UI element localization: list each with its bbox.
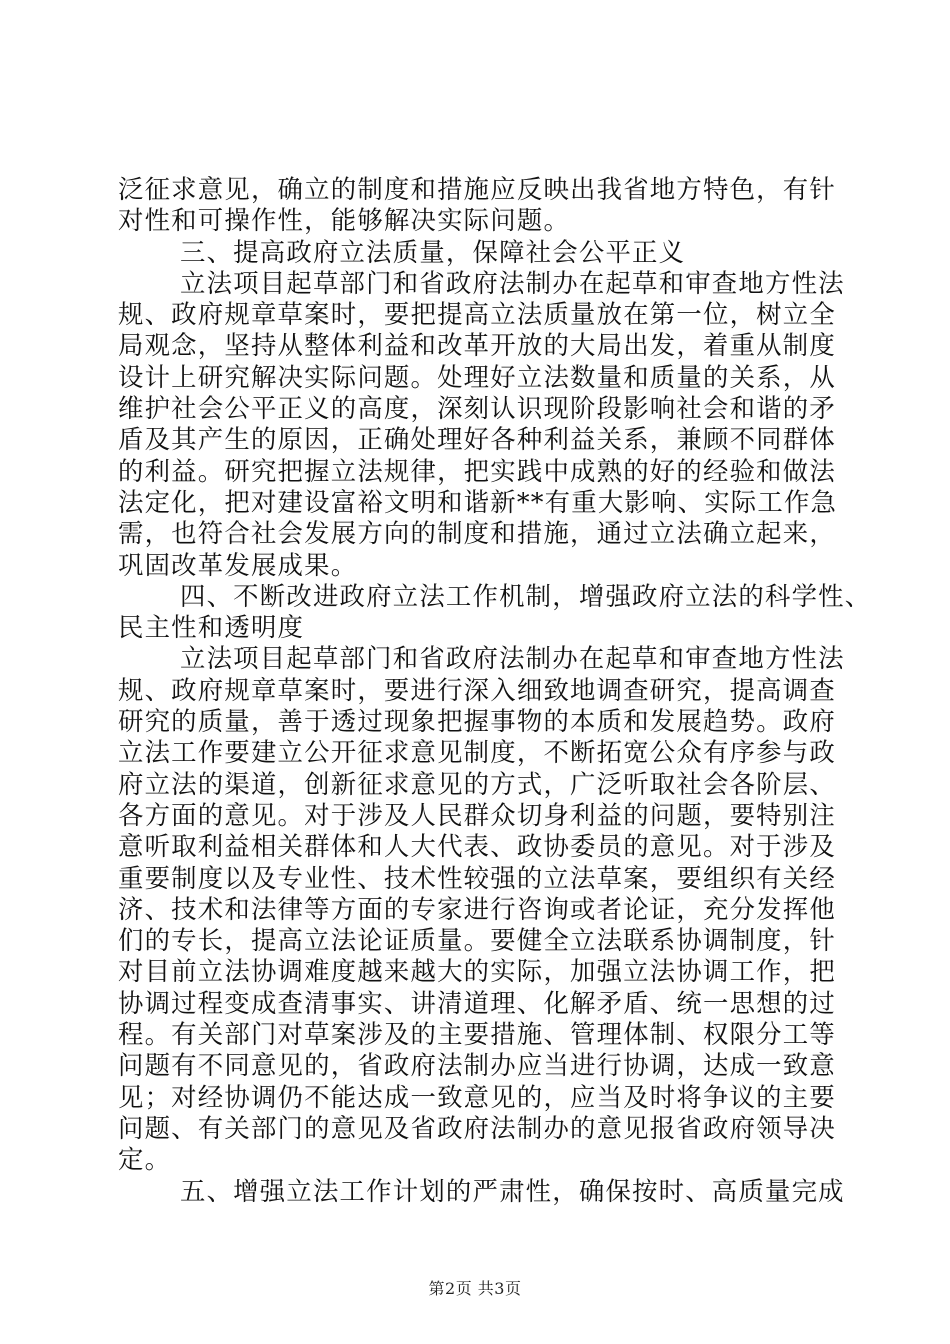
text-line: 规、政府规章草案时，要进行深入细致地调查研究，提高调查 <box>118 674 836 705</box>
text-line: 法定化，把对建设富裕文明和谐新**有重大影响、实际工作急 <box>118 486 838 517</box>
text-line: 立法项目起草部门和省政府法制办在起草和审查地方性法 <box>180 267 845 298</box>
text-line: 各方面的意见。对于涉及人民群众切身利益的问题，要特别注 <box>118 799 836 830</box>
text-line: 府立法的渠道，创新征求意见的方式，广泛听取社会各阶层、 <box>118 768 836 799</box>
text-line: 意听取利益相关群体和人大代表、政协委员的意见。对于涉及 <box>118 831 836 862</box>
page-footer: 第2页 共3页 <box>428 1279 522 1298</box>
text-line: 济、技术和法律等方面的专家进行咨询或者论证，充分发挥他 <box>118 893 836 924</box>
text-line: 重要制度以及专业性、技术性较强的立法草案，要组织有关经 <box>118 862 836 893</box>
text-line: 对性和可操作性，能够解决实际问题。 <box>118 205 571 236</box>
text-line: 规、政府规章草案时，要把提高立法质量放在第一位，树立全 <box>118 299 836 330</box>
text-line: 协调过程变成查清事实、讲清道理、化解矛盾、统一思想的过 <box>118 987 836 1018</box>
text-line: 巩固改革发展成果。 <box>118 549 358 580</box>
text-line: 立法工作要建立公开征求意见制度，不断拓宽公众有序参与政 <box>118 737 836 768</box>
text-line: 研究的质量，善于透过现象把握事物的本质和发展趋势。政府 <box>118 706 836 737</box>
document-body <box>118 174 872 1207</box>
text-line: 问题有不同意见的，省政府法制办应当进行协调，达成一致意 <box>118 1050 836 1081</box>
text-line: 立法项目起草部门和省政府法制办在起草和审查地方性法 <box>180 643 845 674</box>
text-line: 民主性和透明度 <box>118 612 305 643</box>
text-line: 程。有关部门对草案涉及的主要措施、管理体制、权限分工等 <box>118 1019 836 1050</box>
text-line: 盾及其产生的原因，正确处理好各种利益关系，兼顾不同群体 <box>118 424 836 455</box>
text-line: 问题、有关部门的意见及省政府法制办的意见报省政府领导决 <box>118 1112 836 1143</box>
text-line: 五、增强立法工作计划的严肃性，确保按时、高质量完成 <box>180 1175 845 1206</box>
text-line: 的利益。研究把握立法规律，把实践中成熟的好的经验和做法 <box>118 455 836 486</box>
text-line: 需，也符合社会发展方向的制度和措施，通过立法确立起来， <box>118 518 836 549</box>
text-line: 们的专长，提高立法论证质量。要健全立法联系协调制度，针 <box>118 925 836 956</box>
text-line: 三、提高政府立法质量，保障社会公平正义 <box>180 236 686 267</box>
text-line: 维护社会公平正义的高度，深刻认识现阶段影响社会和谐的矛 <box>118 393 836 424</box>
text-line: 四、不断改进政府立法工作机制，增强政府立法的科学性、 <box>180 580 872 611</box>
text-line: 对目前立法协调难度越来越大的实际，加强立法协调工作，把 <box>118 956 836 987</box>
text-line: 定。 <box>118 1144 172 1175</box>
text-line: 设计上研究解决实际问题。处理好立法数量和质量的关系，从 <box>118 361 836 392</box>
text-line: 见；对经协调仍不能达成一致意见的，应当及时将争议的主要 <box>118 1081 836 1112</box>
text-line: 局观念，坚持从整体利益和改革开放的大局出发，着重从制度 <box>118 330 836 361</box>
text-line: 泛征求意见，确立的制度和措施应反映出我省地方特色，有针 <box>118 174 836 204</box>
